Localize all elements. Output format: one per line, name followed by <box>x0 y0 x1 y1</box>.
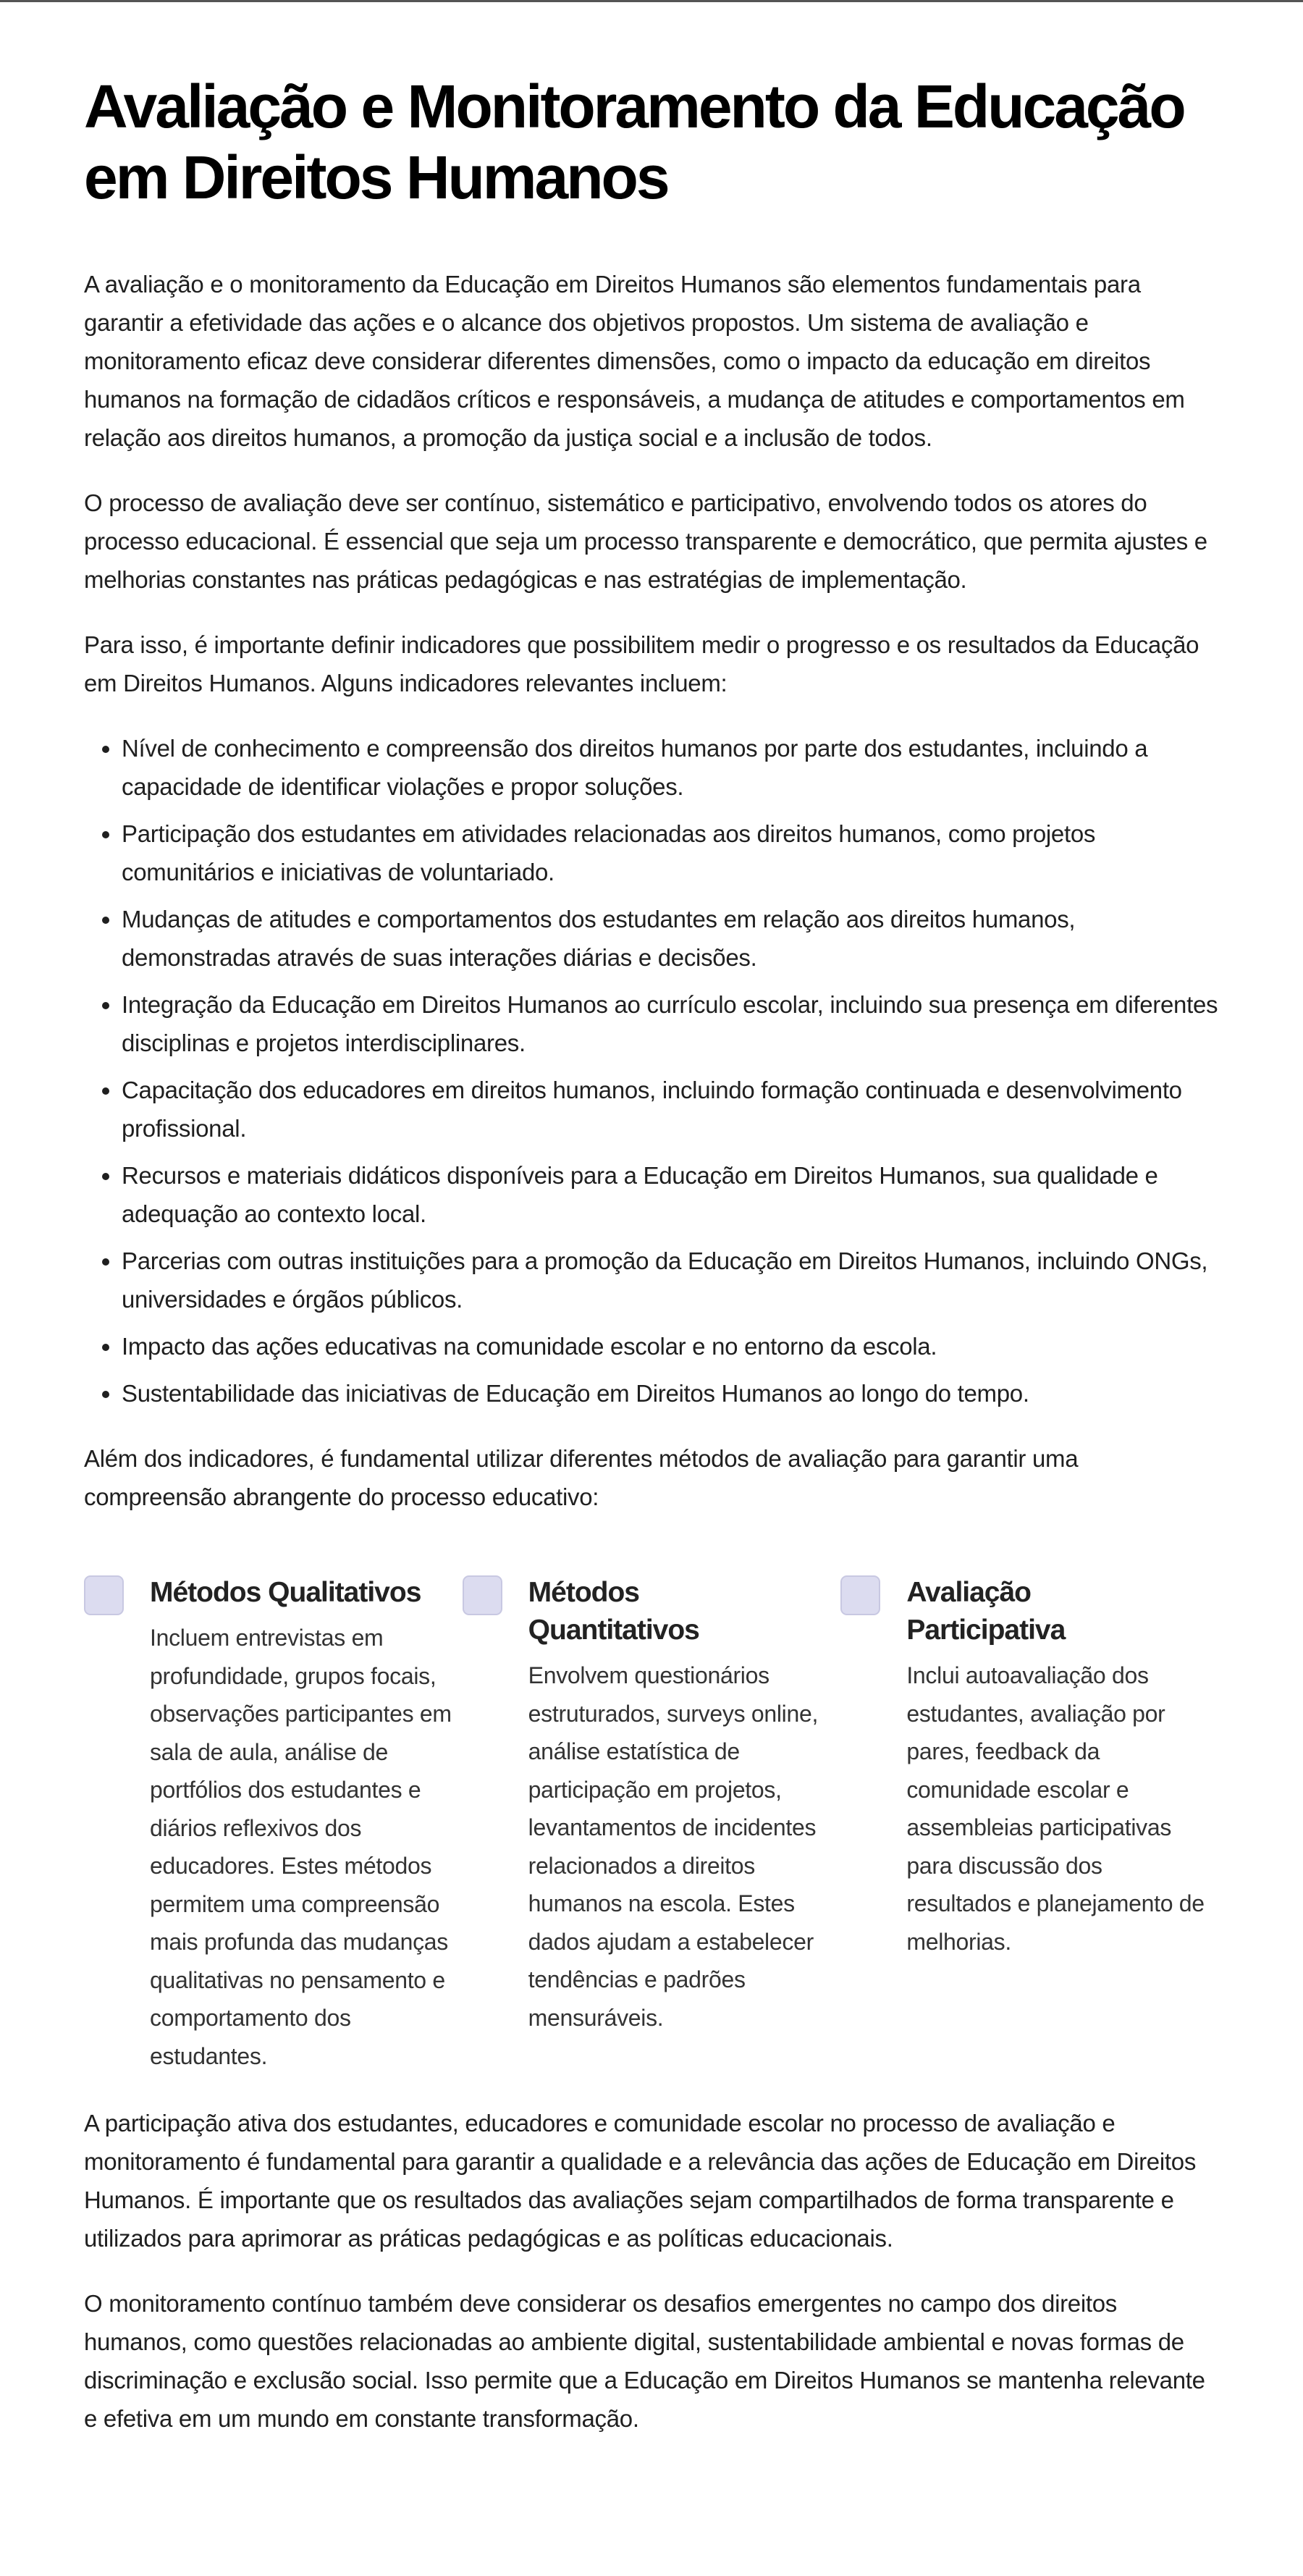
article <box>0 2 1303 2493</box>
method-icon <box>463 1575 502 1615</box>
method-card <box>840 1574 1219 2075</box>
method-description: Incluem entrevistas em profundidade, grupos focais, observações participantes em sala de aula, análise de portfólios dos estudantes e diários reflexivos dos educadores. Estes métodos permitem uma compreensão mais profunda das mudanças qualitativas no pensamento e comportamento dos estudantes. <box>150 1625 452 2069</box>
method-icon <box>84 1575 124 1615</box>
method-description: Inclui autoavaliação dos estudantes, avaliação por pares, feedback da comunidade escolar e assembleias participativas para discussão dos resultados e planejamento de melhorias. <box>906 1662 1205 1955</box>
intro-paragraph: Para isso, é importante definir indicadores que possibilitem medir o progresso e os resultados da Educação em Direitos Humanos. Alguns indicadores relevantes incluem: <box>84 631 1199 696</box>
intro-paragraph: A avaliação e o monitoramento da Educação em Direitos Humanos são elementos fundamentais para garantir a efetividade das ações e o alcance dos objetivos propostos. Um sistema de avaliação e monitoramento eficaz deve considerar diferentes dimensões, como o impacto da educação em direitos humanos na formação de cidadãos críticos e responsáveis, a mudança de atitudes e comportamentos em relação aos direitos humanos, a promoção da justiça social e a inclusão de todos. <box>84 271 1185 451</box>
intro-paragraph: O processo de avaliação deve ser contínuo, sistemático e participativo, envolvendo todos os atores do processo educacional. É essencial que seja um processo transparente e democrático, que permita ajustes e melhorias constantes nas práticas pedagógicas e nas estratégias de implementação. <box>84 489 1207 593</box>
list-item: • Capacitação dos educadores em direitos humanos, incluindo formação continuada e desenvolvimento profissional. <box>122 1071 1219 1148</box>
list-item: • Integração da Educação em Direitos Humanos ao currículo escolar, incluindo sua presença em diferentes disciplinas e projetos interdisciplinares. <box>122 985 1219 1062</box>
page-title: Avaliação e Monitoramento da Educação em Direitos Humanos <box>84 72 1184 211</box>
method-title: Métodos Quantitativos <box>528 1577 699 1646</box>
method-title: Avaliação Participativa <box>906 1577 1066 1646</box>
method-description: Envolvem questionários estruturados, surveys online, análise estatística de participação em projetos, levantamentos de incidentes relacionados a direitos humanos na escola. Estes dados ajudam a estabelecer tendências e padrões mensuráveis. <box>528 1662 819 2031</box>
list-item: • Parcerias com outras instituições para a promoção da Educação em Direitos Humanos, incluindo ONGs, universidades e órgãos públicos. <box>122 1242 1219 1318</box>
list-item: • Impacto das ações educativas na comunidade escolar e no entorno da escola. <box>122 1327 1219 1365</box>
method-title: Métodos Qualitativos <box>150 1577 421 1608</box>
method-card <box>84 1574 463 2075</box>
methods-intro: Além dos indicadores, é fundamental utilizar diferentes métodos de avaliação para garantir uma compreensão abrangente do processo educativo: <box>84 1445 1079 1510</box>
methods-grid <box>84 1574 1219 2075</box>
outro-paragraph: A participação ativa dos estudantes, educadores e comunidade escolar no processo de avaliação e monitoramento é fundamental para garantir a qualidade e a relevância das ações de Educação em Direitos Humanos. É importante que os resultados das avaliações sejam compartilhados de forma transparente e utilizados para aprimorar as práticas pedagógicas e as políticas educacionais. <box>84 2110 1197 2252</box>
list-item: • Recursos e materiais didáticos disponíveis para a Educação em Direitos Humanos, sua qualidade e adequação ao contexto local. <box>122 1156 1219 1233</box>
list-item: • Nível de conhecimento e compreensão dos direitos humanos por parte dos estudantes, incluindo a capacidade de identificar violações e propor soluções. <box>122 729 1219 806</box>
indicators-list <box>84 729 1219 1413</box>
list-item: • Mudanças de atitudes e comportamentos dos estudantes em relação aos direitos humanos, demonstradas através de suas interações diárias e decisões. <box>122 900 1219 977</box>
outro-paragraph: O monitoramento contínuo também deve considerar os desafios emergentes no campo dos direitos humanos, como questões relacionadas ao ambiente digital, sustentabilidade ambiental e novas formas de discriminação e exclusão social. Isso permite que a Educação em Direitos Humanos se mantenha relevante e efetiva em um mundo em constante transformação. <box>84 2290 1205 2432</box>
method-icon <box>840 1575 880 1615</box>
list-item: • Sustentabilidade das iniciativas de Educação em Direitos Humanos ao longo do tempo. <box>122 1374 1219 1413</box>
list-item: • Participação dos estudantes em atividades relacionadas aos direitos humanos, como projetos comunitários e iniciativas de voluntariado. <box>122 815 1219 891</box>
method-card <box>463 1574 841 2075</box>
